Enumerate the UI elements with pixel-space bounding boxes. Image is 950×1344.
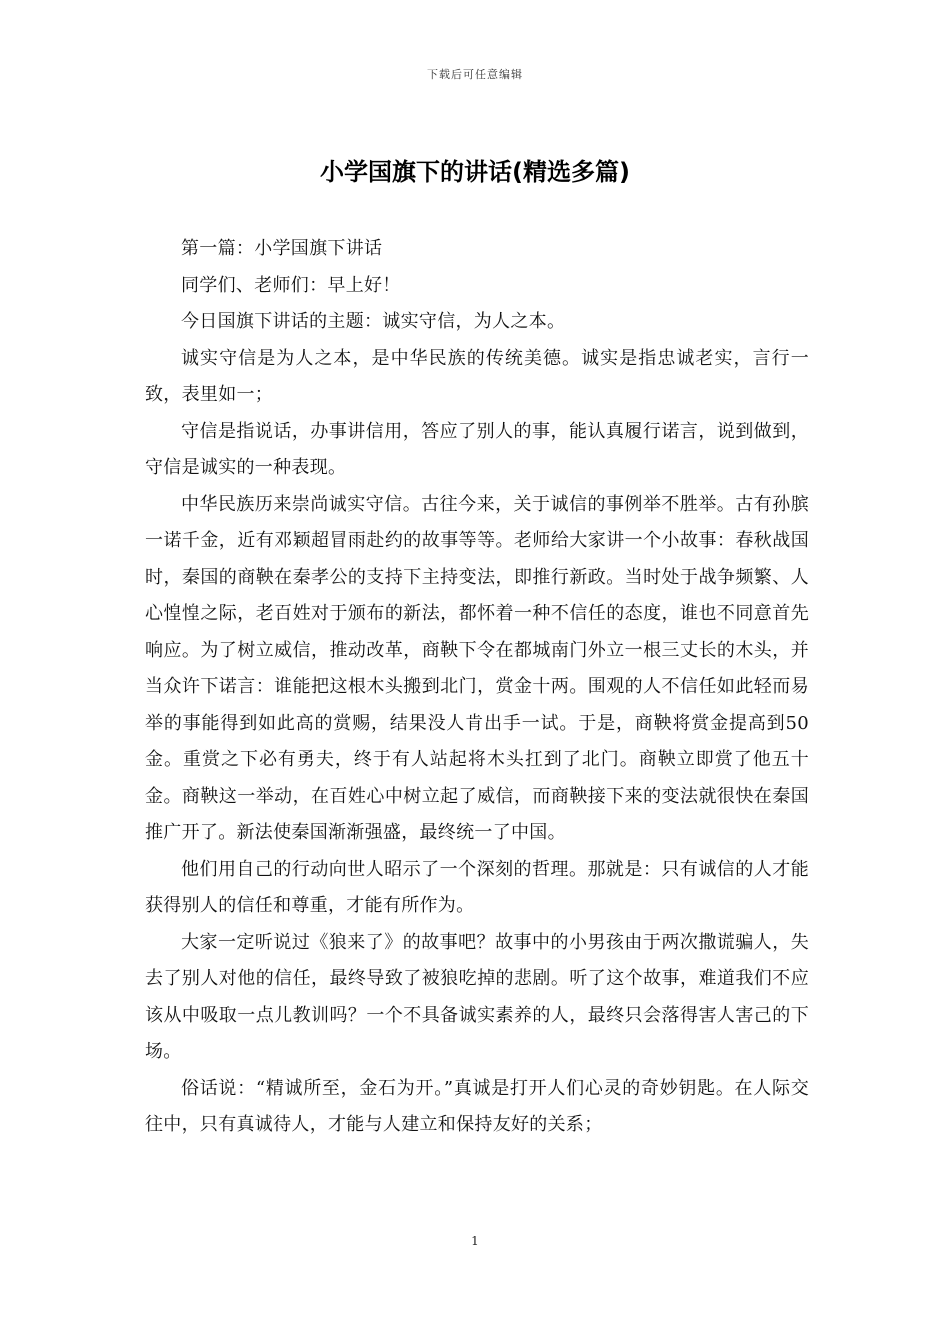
paragraph: 俗话说：“精诚所至，金石为开。”真诚是打开人们心灵的奇妙钥匙。在人际交往中，只有真诚待人，才能与人建立和保持友好的关系； xyxy=(145,1077,809,1135)
paragraph: 守信是指说话，办事讲信用，答应了别人的事，能认真履行诺言，说到做到，守信是诚实的一种表现。 xyxy=(145,420,809,478)
document-body xyxy=(145,231,809,1144)
paragraph: 诚实守信是为人之本，是中华民族的传统美德。诚实是指忠诚老实，言行一致，表里如一； xyxy=(145,347,809,405)
paragraph: 中华民族历来崇尚诚实守信。古往今来，关于诚信的事例举不胜举。古有孙膑一诺千金，近有邓颖超冒雨赴约的故事等等。老师给大家讲一个小故事：春秋战国时，秦国的商鞅在秦孝公的支持下主持变法，即推行新政。当时处于战争频繁、人心惶惶之际，老百姓对于颁布的新法，都怀着一种不信任的态度，谁也不同意首先响应。为了树立威信，推动改革，商鞅下令在都城南门外立一根三丈长的木头，并当众许下诺言：谁能把这根木头搬到北门，赏金十两。围观的人不信任如此轻而易举的事能得到如此高的赏赐，结果没人肯出手一试。于是，商鞅将赏金提高到50金。重赏之下必有勇夫，终于有人站起将木头扛到了北门。商鞅立即赏了他五十金。商鞅这一举动，在百姓心中树立起了威信，而商鞅接下来的变法就很快在秦国推广开了。新法使秦国渐渐强盛，最终统一了中国。 xyxy=(145,493,809,843)
paragraph-greeting: 同学们、老师们：早上好！ xyxy=(181,274,401,296)
paragraph: 他们用自己的行动向世人昭示了一个深刻的哲理。那就是：只有诚信的人才能获得别人的信任和尊重，才能有所作为。 xyxy=(145,858,809,916)
paragraph-topic: 今日国旗下讲话的主题：诚实守信，为人之本。 xyxy=(181,311,566,332)
paragraph: 大家一定听说过《狼来了》的故事吧？故事中的小男孩由于两次撒谎骗人，失去了别人对他的信任，最终导致了被狼吃掉的悲剧。听了这个故事，难道我们不应该从中吸取一点儿教训吗？一个不具备诚实素养的人，最终只会落得害人害己的下场。 xyxy=(145,931,809,1062)
paragraph-section-heading: 第一篇：小学国旗下讲话 xyxy=(181,238,383,259)
page-number: 1 xyxy=(471,1234,479,1248)
page-header-note: 下载后可任意编辑 xyxy=(427,68,523,81)
document-title: 小学国旗下的讲话(精选多篇) xyxy=(320,158,630,186)
